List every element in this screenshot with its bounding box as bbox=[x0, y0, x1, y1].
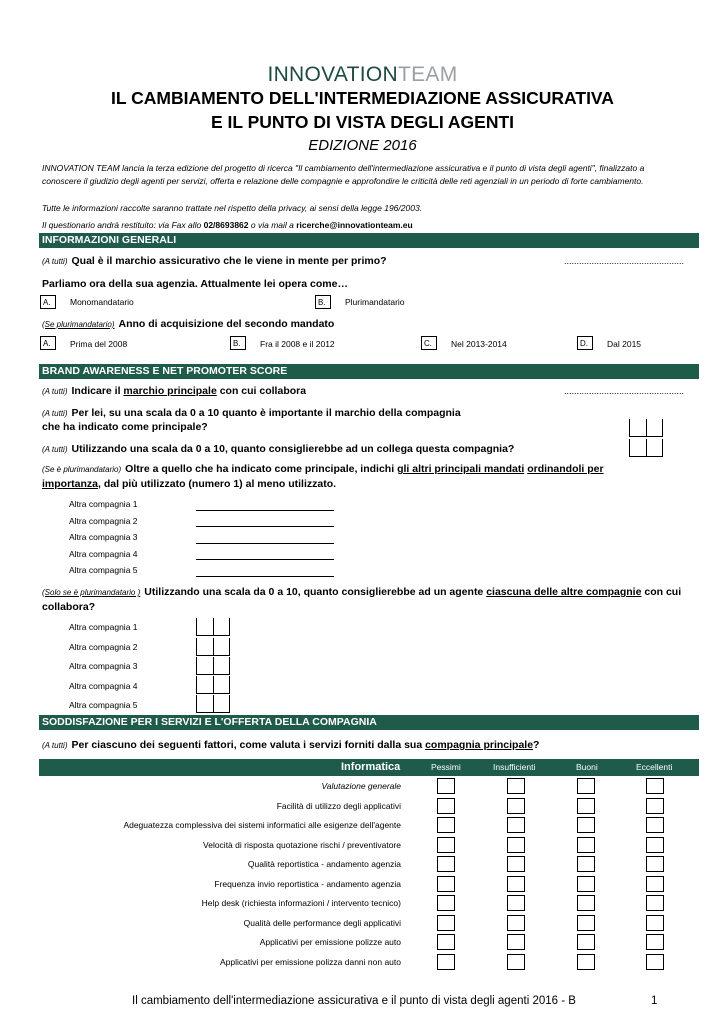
answer-dots[interactable]: ................................................ bbox=[564, 386, 685, 396]
rating-checkbox-insufficienti[interactable] bbox=[507, 856, 525, 872]
option-label-prima-2008: Prima del 2008 bbox=[70, 339, 128, 349]
rating-checkbox-pessimi[interactable] bbox=[437, 856, 455, 872]
grid-row-label: Qualità reportistica - andamento agenzia bbox=[247, 859, 401, 869]
rating-checkbox-buoni[interactable] bbox=[577, 934, 595, 950]
grid-row-label: Velocità di risposta quotazione rischi / preventivatore bbox=[203, 839, 401, 850]
intro-line-1: INNOVATION TEAM lancia la terza edizione del progetto di ricerca "Il cambiamento dell'intermediazione assicurativa e il punto di vista degli agenti", finalizzato a bbox=[42, 163, 645, 173]
q3-text: Anno di acquisizione del secondo mandato bbox=[118, 318, 335, 330]
q4-underlined: marchio principale bbox=[123, 385, 217, 397]
q4-pre: Indicare il bbox=[71, 385, 124, 397]
rating-checkbox-eccellenti[interactable] bbox=[646, 915, 664, 931]
option-box-a[interactable]: A. bbox=[40, 336, 56, 350]
rating-checkbox-buoni[interactable] bbox=[577, 895, 595, 911]
q7-underlined-1: gli altri principali mandati bbox=[397, 463, 525, 475]
tag-all: (A tutti) bbox=[42, 257, 68, 266]
option-label-pluri: Plurimandatario bbox=[345, 297, 405, 307]
rating-checkbox-buoni[interactable] bbox=[577, 817, 595, 833]
company-label: Altra compagnia 1 bbox=[69, 499, 138, 509]
company-label: Altra compagnia 5 bbox=[69, 565, 138, 575]
score-box-company-5[interactable] bbox=[196, 695, 230, 713]
grid-row-label: Valutazione generale bbox=[321, 781, 401, 791]
section-general-info: INFORMAZIONI GENERALI bbox=[39, 233, 699, 248]
q8-underlined: ciascuna delle altre compagnie bbox=[486, 586, 642, 598]
edition: EDIZIONE 2016 bbox=[308, 137, 417, 154]
rating-checkbox-insufficienti[interactable] bbox=[507, 837, 525, 853]
question-other-mandates-line-2 bbox=[42, 478, 336, 490]
col-pessimi: Pessimi bbox=[431, 762, 461, 772]
rating-checkbox-buoni[interactable] bbox=[577, 778, 595, 794]
rating-checkbox-insufficienti[interactable] bbox=[507, 876, 525, 892]
tag-pluri: (Se plurimandatario) bbox=[42, 320, 115, 329]
company-input-line[interactable] bbox=[196, 559, 334, 560]
rating-checkbox-buoni[interactable] bbox=[577, 856, 595, 872]
option-box-d[interactable]: D. bbox=[577, 336, 593, 350]
option-label-2013-2014: Nel 2013-2014 bbox=[451, 339, 507, 349]
return-note bbox=[42, 219, 692, 232]
rating-checkbox-insufficienti[interactable] bbox=[507, 817, 525, 833]
question-other-mandates bbox=[42, 463, 604, 475]
logo bbox=[0, 63, 725, 87]
rating-checkbox-buoni[interactable] bbox=[577, 876, 595, 892]
section-satisfaction: SODDISFAZIONE PER I SERVIZI E L'OFFERTA DELLA COMPAGNIA bbox=[39, 715, 699, 730]
rating-checkbox-pessimi[interactable] bbox=[437, 778, 455, 794]
question-agency-type: Parliamo ora della sua agenzia. Attualmente lei opera come… bbox=[42, 278, 348, 290]
company-label: Altra compagnia 2 bbox=[69, 642, 138, 652]
option-box-b[interactable]: B. bbox=[230, 336, 246, 350]
question-recommend-agent bbox=[42, 585, 697, 615]
rating-checkbox-eccellenti[interactable] bbox=[646, 934, 664, 950]
rating-checkbox-buoni[interactable] bbox=[577, 915, 595, 931]
rating-checkbox-insufficienti[interactable] bbox=[507, 934, 525, 950]
company-label: Altra compagnia 3 bbox=[69, 661, 138, 671]
score-box-recommend-colleague[interactable] bbox=[629, 439, 663, 457]
option-label-mono: Monomandatario bbox=[70, 297, 134, 307]
grid-header bbox=[39, 759, 699, 776]
score-box-company-3[interactable] bbox=[196, 657, 230, 675]
option-box-c[interactable]: C. bbox=[421, 336, 437, 350]
rating-checkbox-eccellenti[interactable] bbox=[646, 895, 664, 911]
q7-underlined-2: ordinandoli per bbox=[527, 463, 604, 475]
tag-solo-pluri: (Solo se è plurimandatario ) bbox=[42, 588, 141, 597]
rating-checkbox-insufficienti[interactable] bbox=[507, 915, 525, 931]
score-box-company-1[interactable] bbox=[196, 618, 230, 636]
company-input-line[interactable] bbox=[196, 543, 334, 544]
q8-b: con cui bbox=[641, 586, 682, 598]
rating-checkbox-pessimi[interactable] bbox=[437, 837, 455, 853]
company-label: Altra compagnia 4 bbox=[69, 681, 138, 691]
q1-text: Qual è il marchio assicurativo che le viene in mente per primo? bbox=[71, 255, 387, 267]
score-box-company-4[interactable] bbox=[196, 676, 230, 694]
q8-a: Utilizzando una scala da 0 a 10, quanto consiglierebbe ad un agente bbox=[144, 586, 487, 598]
tag-all: (A tutti) bbox=[42, 741, 68, 750]
company-input-line[interactable] bbox=[196, 526, 334, 527]
answer-dots[interactable]: ................................................ bbox=[564, 256, 685, 266]
grid-row-label: Facilità di utilizzo degli applicativi bbox=[276, 800, 401, 811]
rating-checkbox-insufficienti[interactable] bbox=[507, 798, 525, 814]
q9-b: ? bbox=[533, 739, 540, 751]
return-pre: Il questionario andrà restituito: via Fax allo bbox=[42, 220, 204, 230]
grid-row-label: Help desk (richiesta informazioni / intervento tecnico) bbox=[201, 898, 401, 908]
rating-checkbox-pessimi[interactable] bbox=[437, 817, 455, 833]
tag-all: (A tutti) bbox=[42, 445, 68, 454]
title-line-1: IL CAMBIAMENTO DELL'INTERMEDIAZIONE ASSICURATIVA bbox=[111, 88, 614, 108]
privacy-note: Tutte le informazioni raccolte saranno trattate nel rispetto della privacy, ai sensi della legge 196/2003. bbox=[42, 203, 423, 213]
grid-row-label: Applicativi per emissione polizze auto bbox=[259, 937, 401, 947]
logo-part-1: INNOVATION bbox=[267, 63, 398, 86]
rating-checkbox-pessimi[interactable] bbox=[437, 798, 455, 814]
page-number: 1 bbox=[651, 995, 658, 1007]
rating-checkbox-pessimi[interactable] bbox=[437, 895, 455, 911]
option-box-a[interactable]: A. bbox=[40, 295, 56, 309]
rating-checkbox-eccellenti[interactable] bbox=[646, 778, 664, 794]
fax-number: 02/8693862 bbox=[203, 220, 249, 230]
rating-checkbox-eccellenti[interactable] bbox=[646, 856, 664, 872]
q7-b: , dal più utilizzato (numero 1) al meno utilizzato. bbox=[98, 478, 337, 490]
tag-all: (A tutti) bbox=[42, 409, 68, 418]
q9-underlined: compagnia principale bbox=[425, 739, 534, 751]
q5-line-1: Per lei, su una scala da 0 a 10 quanto è importante il marchio della compagnia bbox=[71, 407, 461, 419]
company-label: Altra compagnia 3 bbox=[69, 532, 138, 542]
rating-checkbox-buoni[interactable] bbox=[577, 837, 595, 853]
rating-checkbox-insufficienti[interactable] bbox=[507, 954, 525, 970]
col-eccellenti: Eccellenti bbox=[636, 762, 673, 772]
company-label: Altra compagnia 1 bbox=[69, 622, 138, 632]
grid-row-label: Frequenza invio reportistica - andamento agenzia bbox=[214, 878, 401, 889]
rating-checkbox-insufficienti[interactable] bbox=[507, 895, 525, 911]
company-label: Altra compagnia 4 bbox=[69, 549, 138, 559]
company-input-line[interactable] bbox=[196, 510, 334, 511]
q9-a: Per ciascuno dei seguenti fattori, come valuta i servizi forniti dalla sua bbox=[71, 739, 426, 751]
grid-heading: Informatica bbox=[341, 761, 401, 773]
rating-checkbox-eccellenti[interactable] bbox=[646, 837, 664, 853]
option-label-dal-2015: Dal 2015 bbox=[607, 339, 642, 349]
rating-checkbox-pessimi[interactable] bbox=[437, 934, 455, 950]
option-label-2008-2012: Fra il 2008 e il 2012 bbox=[260, 339, 335, 349]
company-label: Altra compagnia 2 bbox=[69, 516, 138, 526]
question-brand-importance-line-2: che ha indicato come principale? bbox=[42, 421, 208, 433]
tag-se-pluri: (Se è plurimandatario) bbox=[42, 465, 122, 474]
tag-all: (A tutti) bbox=[42, 387, 68, 396]
intro-line-2: conoscere il giudizio degli agenti per servizi, offerta e relazione delle compagnie e approfondire le criticità delle reti agenziali in un periodo di forte cambiamento. bbox=[42, 176, 644, 186]
rating-checkbox-buoni[interactable] bbox=[577, 798, 595, 814]
rating-checkbox-eccellenti[interactable] bbox=[646, 876, 664, 892]
question-second-mandate bbox=[42, 318, 334, 330]
title-line-2: E IL PUNTO DI VISTA DEGLI AGENTI bbox=[210, 112, 515, 132]
rating-checkbox-eccellenti[interactable] bbox=[646, 954, 664, 970]
q8-c: collabora? bbox=[42, 601, 96, 613]
company-label: Altra compagnia 5 bbox=[69, 700, 138, 710]
grid-row-label: Adeguatezza complessiva dei sistemi informatici alle esigenze dell'agente bbox=[123, 820, 401, 830]
email-address: ricerche@innovationteam.eu bbox=[296, 220, 413, 230]
rating-checkbox-pessimi[interactable] bbox=[437, 915, 455, 931]
rating-checkbox-eccellenti[interactable] bbox=[646, 798, 664, 814]
return-mid: o via mail a bbox=[248, 220, 297, 230]
q6-text: Utilizzando una scala da 0 a 10, quanto consiglierebbe ad un collega questa compagnia? bbox=[71, 443, 515, 455]
question-main-brand bbox=[42, 385, 306, 397]
score-box-importance[interactable] bbox=[629, 419, 663, 437]
col-buoni: Buoni bbox=[576, 762, 598, 772]
rating-checkbox-eccellenti[interactable] bbox=[646, 817, 664, 833]
option-box-b[interactable]: B. bbox=[315, 295, 331, 309]
score-box-company-2[interactable] bbox=[196, 638, 230, 656]
company-input-line[interactable] bbox=[196, 576, 334, 577]
q7-a: Oltre a quello che ha indicato come principale, indichi bbox=[125, 463, 398, 475]
q7-underlined-3: importanza bbox=[42, 478, 99, 490]
grid-row-label: Qualità delle performance degli applicativi bbox=[243, 917, 401, 928]
question-first-brand bbox=[42, 255, 387, 267]
question-services-rating bbox=[42, 739, 539, 751]
rating-checkbox-insufficienti[interactable] bbox=[507, 778, 525, 794]
rating-checkbox-pessimi[interactable] bbox=[437, 954, 455, 970]
footer-text: Il cambiamento dell'intermediazione assicurativa e il punto di vista degli agenti 2016 - B bbox=[132, 995, 576, 1007]
col-insufficienti: Insufficienti bbox=[493, 762, 536, 772]
grid-row-label: Applicativi per emissione polizza danni non auto bbox=[220, 956, 401, 967]
section-brand-awareness: BRAND AWARENESS E NET PROMOTER SCORE bbox=[39, 364, 699, 379]
question-brand-importance bbox=[42, 407, 461, 419]
question-recommend-colleague bbox=[42, 443, 514, 455]
q4-post: con cui collabora bbox=[216, 385, 307, 397]
logo-part-2: TEAM bbox=[398, 63, 458, 86]
rating-checkbox-buoni[interactable] bbox=[577, 954, 595, 970]
rating-checkbox-pessimi[interactable] bbox=[437, 876, 455, 892]
